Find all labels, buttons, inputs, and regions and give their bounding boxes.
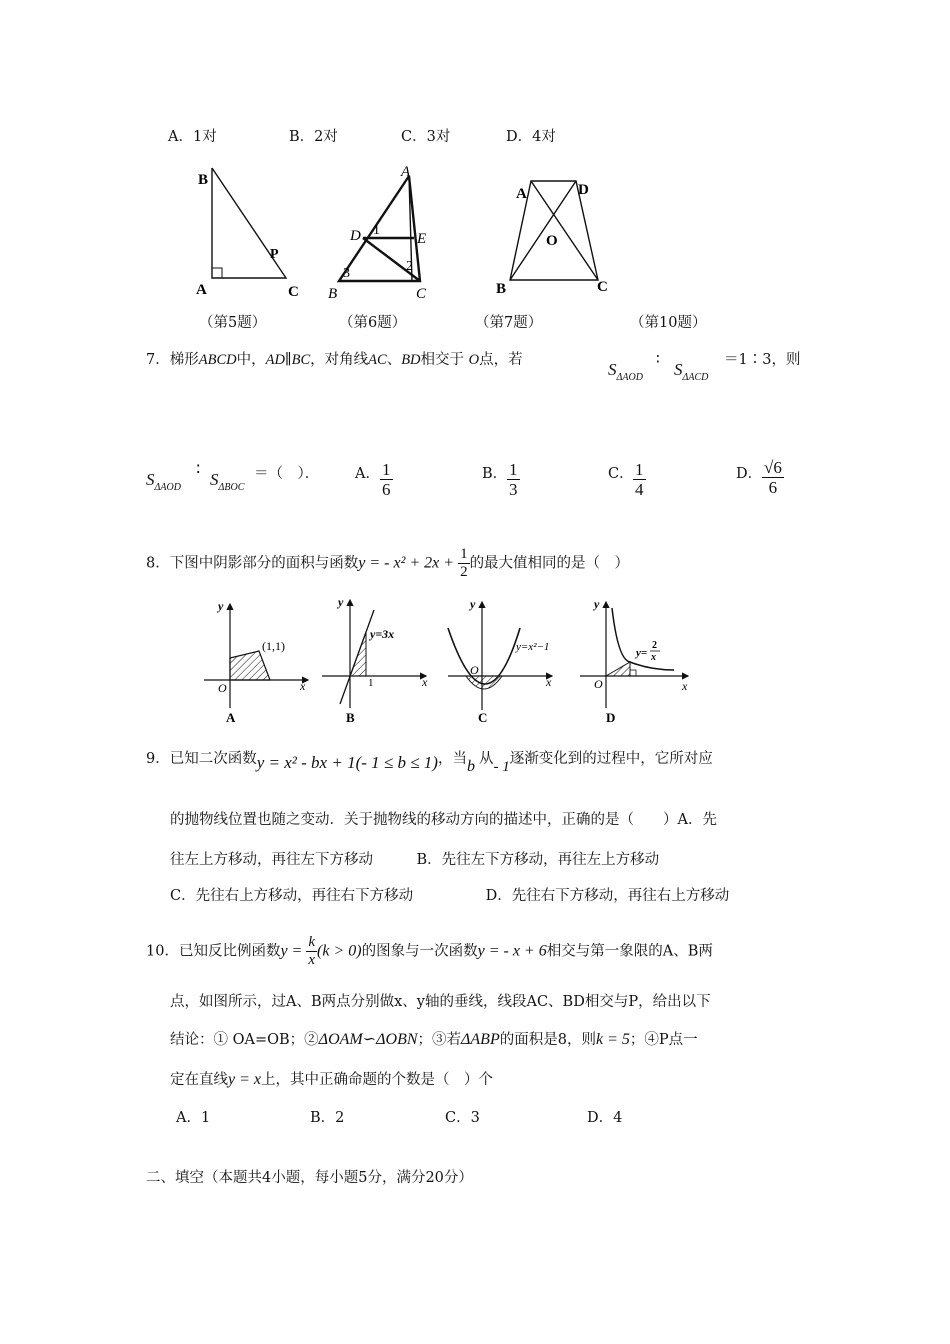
- section-2-heading: 二、填空（本题共4小题，每小题5分，满分20分）: [146, 1170, 473, 1186]
- q10-line-4: 定在直线y = x上，其中正确命题的个数是（ ）个: [170, 1071, 493, 1088]
- q7-s-aod-2: $S_{\Delta AOD}$: [146, 470, 181, 493]
- fig7-label-d: D: [578, 182, 589, 198]
- q10-line-3: 结论：① OA=OB；②ΔOAM∽ΔOBN；③若ΔABP的面积是8，则k = 5；④P点一: [170, 1031, 698, 1048]
- q8-graph-a: [204, 599, 308, 725]
- svg-text:y: y: [218, 599, 224, 613]
- figure-5: [196, 168, 299, 300]
- fig6-angle-1: 1: [373, 223, 380, 238]
- q6-option-a: A．1对: [168, 129, 217, 145]
- q7-ask: ＝（ ）．: [254, 466, 320, 482]
- q7-option-a-label: A．: [355, 466, 380, 482]
- q8-graphs: [190, 590, 710, 730]
- q6-option-d: D．4对: [506, 129, 556, 145]
- fig6-label-d: D: [350, 228, 361, 244]
- fig5-label-p: P: [270, 247, 279, 262]
- svg-text:(1,1): (1,1): [262, 639, 285, 653]
- q7-s-acd: $S_{\Delta ACD}$: [674, 360, 709, 383]
- q8-graph-c: [448, 597, 552, 725]
- fig6-label-a: A: [401, 164, 411, 180]
- svg-text:B: B: [346, 710, 355, 725]
- svg-text:y: y: [470, 597, 476, 611]
- q9-line-1: 9．已知二次函数y = x² - bx + 1(- 1 ≤ b ≤ 1)，当b 从- 1逐渐变化到的过程中，它所对应: [146, 751, 713, 775]
- q10-option-b: B．2: [310, 1110, 345, 1126]
- fig6-label-e: E: [417, 231, 427, 247]
- q6-option-c: C．3对: [401, 129, 451, 145]
- svg-text:O: O: [470, 663, 479, 677]
- q10-line-1: 10．已知反比例函数y = $\frac{k}{x}$ (k > 0)的图象与一次函数y = - x + 6相交与第一象限的A、B两: [146, 934, 713, 968]
- q10-option-a: A．1: [176, 1110, 211, 1126]
- q8-text: 8．下图中阴影部分的面积与函数y = - x² + 2x + $\frac{1}{2}$ 的最大值相同的是（ ）: [146, 546, 630, 580]
- fig5-label-b: B: [198, 172, 209, 188]
- svg-text:y: y: [594, 597, 600, 611]
- q9-line-3: 往左上方移动，再往左下方移动 B．先往左下方移动，再往左上方移动: [170, 852, 660, 868]
- q10-line-2: 点，如图所示，过A、B两点分别做x、y轴的垂线，线段AC、BD相交与P，给出以下: [170, 994, 711, 1010]
- svg-text:1: 1: [368, 677, 374, 689]
- q7-s-boc: $S_{\Delta BOC}$: [210, 470, 245, 493]
- fig5-label-c: C: [288, 284, 299, 300]
- fig6-angle-3: 3: [343, 266, 350, 281]
- svg-text:D: D: [606, 710, 616, 725]
- svg-text:x: x: [651, 652, 656, 663]
- svg-text:O: O: [594, 677, 603, 691]
- svg-text:A: A: [226, 710, 236, 725]
- fig5-label-a: A: [196, 282, 207, 298]
- svg-text:x: x: [422, 675, 428, 689]
- caption-fig10: （第10题）: [630, 315, 707, 331]
- q7-option-b-label: B．: [482, 466, 508, 482]
- q6-option-b: B．2对: [289, 129, 338, 145]
- q8-graph-b: [322, 595, 428, 725]
- q9-line-4: C．先往右上方移动，再往右下方移动 D．先往右下方移动，再往右上方移动: [170, 888, 730, 904]
- caption-fig5: （第5题）: [199, 315, 267, 331]
- fig6-label-c: C: [416, 286, 427, 302]
- q7-option-b: $\frac{1}{3}$: [509, 460, 518, 499]
- q7-option-d-label: D．: [736, 466, 763, 482]
- q7-line-1: 7．梯形ABCD中，AD∥BC，对角线AC、BD相交于 O点，若: [146, 352, 523, 368]
- q7-colon-2: ∶: [196, 460, 201, 480]
- fig6-angle-2: 2: [406, 259, 413, 274]
- caption-fig7: （第7题）: [475, 315, 543, 331]
- fig7-label-c: C: [597, 279, 608, 295]
- q7-ratio: ＝1∶3，则: [724, 352, 801, 368]
- fig7-label-o: O: [546, 233, 558, 249]
- svg-text:x: x: [546, 675, 552, 689]
- svg-text:y=: y=: [636, 647, 648, 659]
- q10-option-c: C．3: [445, 1110, 480, 1126]
- caption-fig6: （第6题）: [339, 315, 407, 331]
- svg-text:x: x: [682, 679, 688, 693]
- q7-s-aod: $S_{\Delta AOD}$: [608, 360, 643, 383]
- q10-option-d: D．4: [587, 1110, 623, 1126]
- q7-option-a: $\frac{1}{6}$: [382, 460, 391, 499]
- svg-text:y: y: [338, 595, 344, 609]
- geometry-figures: [0, 0, 950, 320]
- svg-text:y=x²−1: y=x²−1: [516, 641, 550, 653]
- q8-graph-d: [580, 597, 688, 725]
- svg-text:O: O: [218, 681, 227, 695]
- q7-option-c-label: C．: [608, 466, 634, 482]
- fig7-label-b: B: [496, 281, 507, 297]
- svg-text:x: x: [300, 679, 306, 693]
- q7-option-c: $\frac{1}{4}$: [635, 460, 644, 499]
- svg-text:y=3x: y=3x: [370, 627, 395, 641]
- fig6-label-b: B: [328, 286, 338, 302]
- q9-line-2: 的抛物线位置也随之变动．关于抛物线的移动方向的描述中，正确的是（ ）A．先: [170, 812, 717, 828]
- svg-text:C: C: [478, 710, 488, 725]
- svg-text:2: 2: [652, 640, 657, 651]
- q7-option-d: $\frac{√6}{6}$: [764, 458, 782, 497]
- fig7-label-a: A: [516, 186, 527, 202]
- q7-colon: ∶: [656, 352, 660, 368]
